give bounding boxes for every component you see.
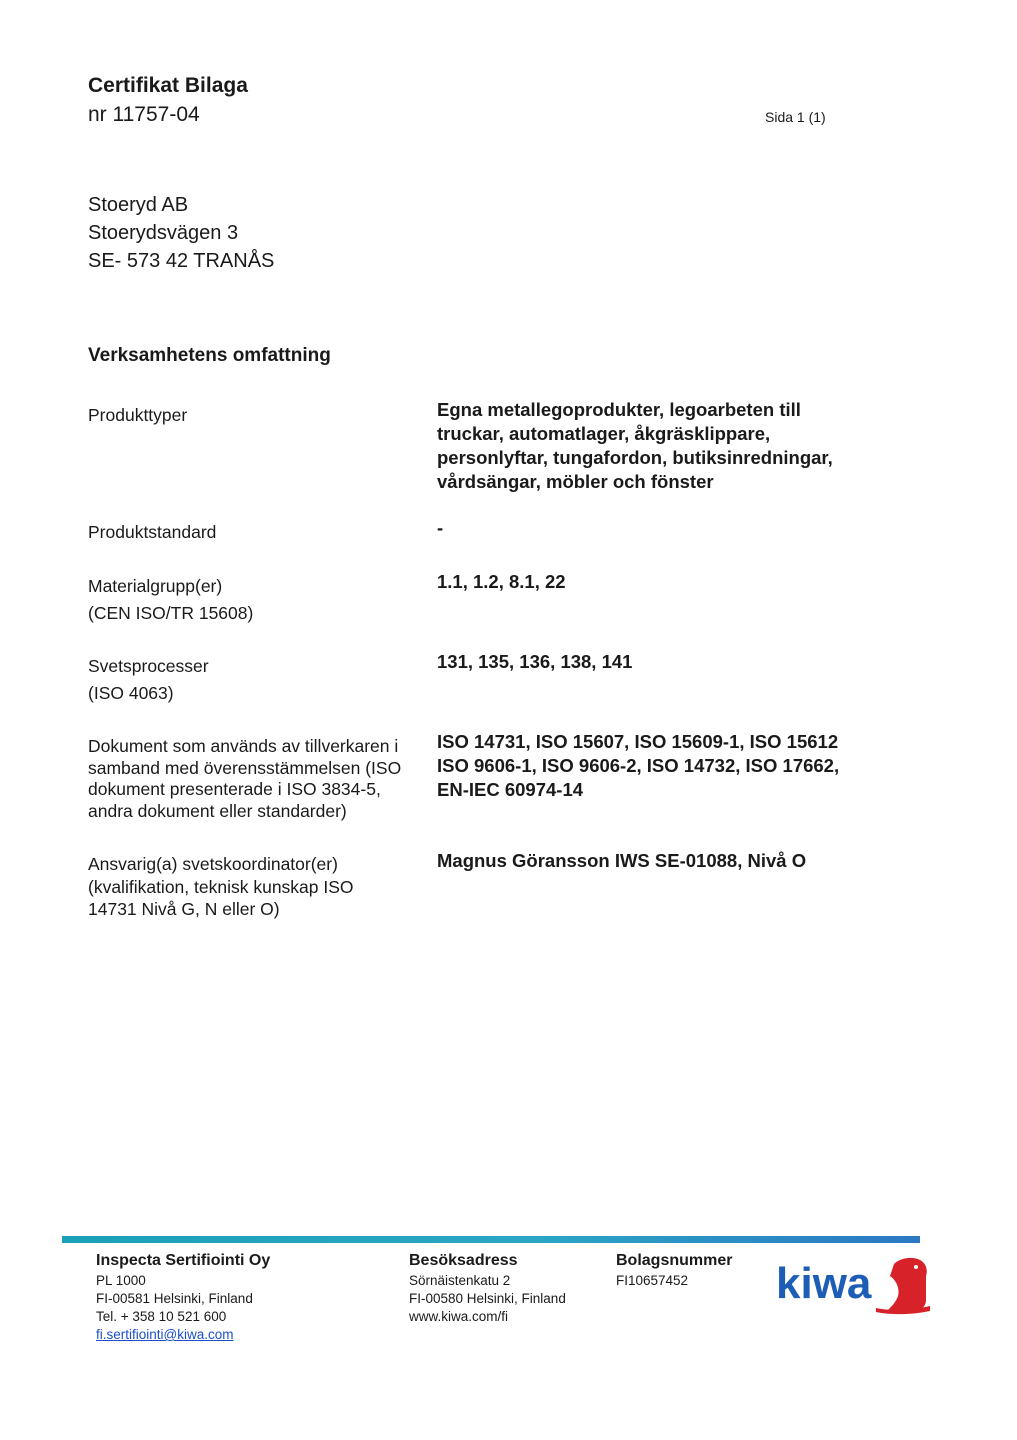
scope-row-value-welding-processes <box>437 650 907 674</box>
footer-email-link[interactable]: fi.sertifiointi@kiwa.com <box>96 1327 234 1342</box>
footer-company-line: FI-00581 Helsinki, Finland <box>96 1291 253 1306</box>
scope-row-value-welding-coordinator <box>437 849 907 873</box>
value-line: Egna metallegoprodukter, legoarbeten till <box>437 399 801 420</box>
page-indicator: Sida 1 (1) <box>765 109 826 125</box>
scope-row-label-material-groups <box>88 575 433 624</box>
scope-row-value-product-standard <box>437 516 907 540</box>
scope-row-value-material-groups <box>437 570 907 594</box>
footer-divider <box>62 1236 920 1243</box>
footer-registration-heading: Bolagsnummer <box>616 1252 733 1269</box>
label-line: Ansvarig(a) svetskoordinator(er) <box>88 854 338 874</box>
label-line: (CEN ISO/TR 15608) <box>88 602 254 623</box>
scope-row-label-product-types <box>88 404 433 427</box>
footer-company-line: PL 1000 <box>96 1273 146 1288</box>
label-line: Produkttyper <box>88 405 188 425</box>
scope-row-value-product-types <box>437 398 907 494</box>
value-line: Magnus Göransson IWS SE-01088, Nivå O <box>437 850 807 871</box>
label-line: Svetsprocesser <box>88 656 209 676</box>
value-line: 1.1, 1.2, 8.1, 22 <box>437 571 566 592</box>
recipient-company: Stoeryd AB <box>88 194 189 216</box>
label-line: Materialgrupp(er) <box>88 576 223 596</box>
footer-company <box>96 1252 270 1344</box>
label-line: Produktstandard <box>88 522 217 542</box>
footer-visit <box>409 1252 566 1326</box>
label-line: Dokument som används av tillverkaren i <box>88 736 399 756</box>
label-line: andra dokument eller standarder) <box>88 800 347 821</box>
footer-company-line: Tel. + 358 10 521 600 <box>96 1309 227 1324</box>
value-line: personlyftar, tungafordon, butiksinredningar, <box>437 447 833 468</box>
value-line: 131, 135, 136, 138, 141 <box>437 651 633 672</box>
label-line: 14731 Nivå G, N eller O) <box>88 899 280 919</box>
footer-registration <box>616 1252 732 1290</box>
scope-row-label-documents <box>88 736 433 822</box>
value-line: vårdsängar, möbler och fönster <box>437 471 714 492</box>
footer-visit-line: Sörnäistenkatu 2 <box>409 1273 511 1288</box>
value-line: ISO 14731, ISO 15607, ISO 15609-1, ISO 15612 <box>437 731 839 752</box>
footer-company-heading: Inspecta Sertifiointi Oy <box>96 1252 271 1269</box>
value-line: - <box>437 517 444 538</box>
label-line: samband med överensstämmelsen (ISO <box>88 757 402 778</box>
footer-registration-number: FI10657452 <box>616 1273 689 1288</box>
scope-heading: Verksamhetens omfattning <box>88 345 331 366</box>
document-title: Certifikat Bilaga <box>88 74 248 97</box>
recipient-postal: SE- 573 42 TRANÅS <box>88 250 275 272</box>
scope-row-label-welding-processes <box>88 655 433 704</box>
kiwa-logo-text: kiwa <box>776 1259 872 1308</box>
value-line: truckar, automatlager, åkgräsklippare, <box>437 423 771 444</box>
kiwa-logo <box>776 1254 936 1316</box>
label-line: (kvalifikation, teknisk kunskap ISO <box>88 876 354 897</box>
document-number: nr 11757-04 <box>88 103 200 126</box>
footer-visit-heading: Besöksadress <box>409 1252 518 1269</box>
scope-row-value-documents <box>437 730 907 802</box>
scope-row-label-welding-coordinator <box>88 853 433 921</box>
label-line: (ISO 4063) <box>88 682 174 703</box>
footer-visit-line: FI-00580 Helsinki, Finland <box>409 1291 566 1306</box>
value-line: EN-IEC 60974-14 <box>437 779 584 800</box>
footer-website: www.kiwa.com/fi <box>409 1309 509 1324</box>
scope-row-label-product-standard <box>88 521 433 544</box>
value-line: ISO 9606-1, ISO 9606-2, ISO 14732, ISO 17662, <box>437 755 840 776</box>
label-line: dokument presenterade i ISO 3834-5, <box>88 779 381 799</box>
recipient-street: Stoerydsvägen 3 <box>88 222 239 244</box>
